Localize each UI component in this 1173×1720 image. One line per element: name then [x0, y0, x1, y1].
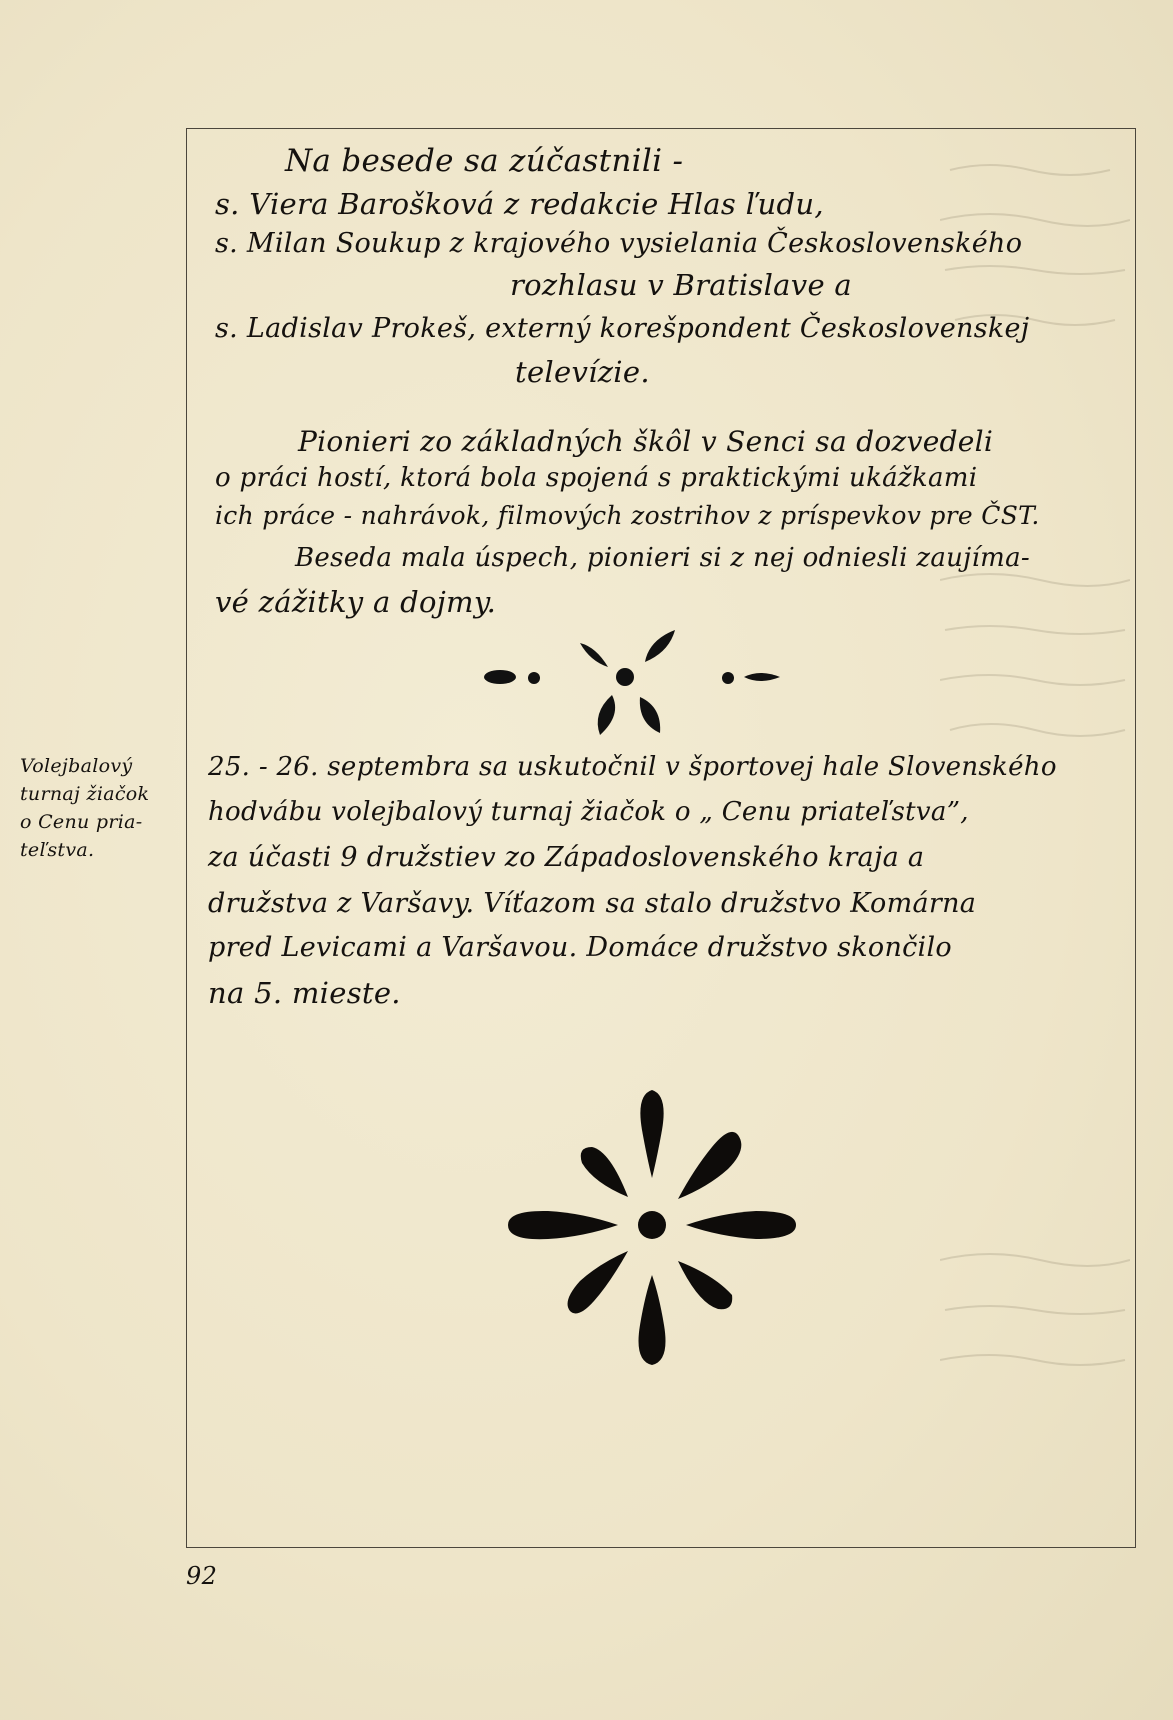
- paragraph-line: pred Levicami a Varšavou. Domáce družstvo skončilo: [208, 932, 952, 963]
- participant-line: televízie.: [515, 355, 650, 389]
- paragraph-line: družstva z Varšavy. Víťazom sa stalo družstvo Komárna: [208, 888, 977, 919]
- paragraph-line: na 5. mieste.: [208, 976, 401, 1010]
- paragraph-line: 25. - 26. septembra sa uskutočnil v športovej hale Slovenského: [208, 752, 1057, 782]
- paragraph-line: hodvábu volejbalový turnaj žiačok o „ Cenu priateľstva”,: [208, 797, 969, 827]
- participant-line: rozhlasu v Bratislave a: [510, 268, 853, 302]
- margin-note: [20, 752, 185, 864]
- margin-note-line: o Cenu pria-: [20, 811, 143, 833]
- participant-line: s. Viera Barošková z redakcie Hlas ľudu,: [215, 187, 824, 221]
- margin-note-line: teľstva.: [20, 839, 95, 861]
- paragraph-line: o práci hostí, ktorá bola spojená s praktickými ukážkami: [215, 463, 978, 493]
- small-flower-ornament: [470, 625, 810, 740]
- heading: Na besede sa zúčastnili -: [285, 143, 684, 179]
- paragraph-line: ich práce - nahrávok, filmových zostrihov z príspevkov pre ČST.: [215, 501, 1040, 530]
- paragraph-line: Pionieri zo základných škôl v Senci sa dozvedeli: [298, 425, 994, 458]
- margin-note-line: turnaj žiačok: [20, 783, 150, 805]
- large-flower-ornament: [500, 1085, 810, 1370]
- page-number: 92: [186, 1562, 218, 1590]
- participant-line: s. Ladislav Prokeš, externý korešpondent Československej: [215, 313, 1030, 344]
- paragraph-line: vé zážitky a dojmy.: [215, 585, 497, 619]
- participant-line: s. Milan Soukup z krajového vysielania Československého: [215, 228, 1023, 259]
- paragraph-line: Beseda mala úspech, pionieri si z nej odniesli zaujíma-: [295, 543, 1030, 573]
- paragraph-line: za účasti 9 družstiev zo Západoslovenského kraja a: [208, 842, 925, 873]
- margin-note-line: Volejbalový: [20, 755, 133, 777]
